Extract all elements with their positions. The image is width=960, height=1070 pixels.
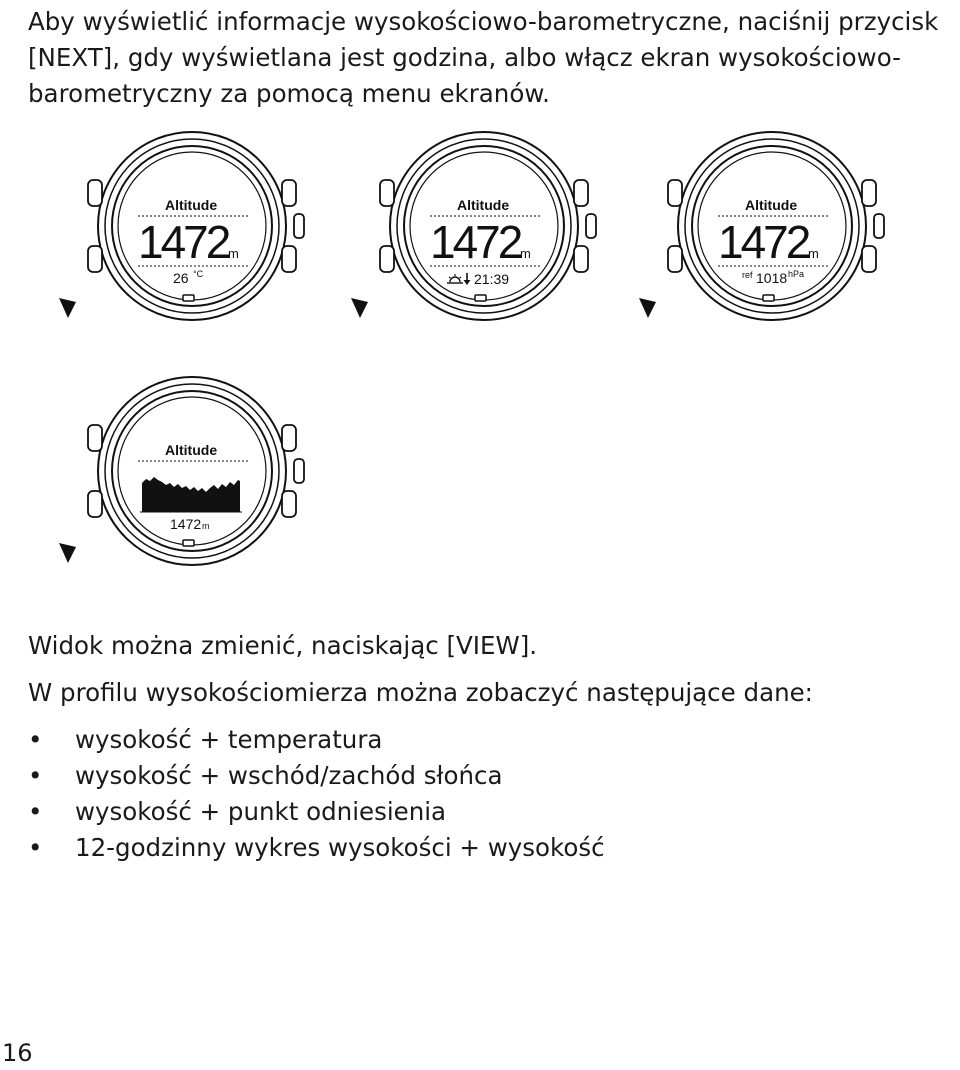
altitude-value: 1472 — [718, 216, 809, 268]
reference-pressure: 1018 — [756, 270, 788, 286]
data-list — [28, 722, 605, 866]
battery-icon — [475, 295, 486, 301]
sunset-time: 21:39 — [474, 271, 510, 287]
temperature-unit: °C — [193, 269, 204, 279]
profile-paragraph: W profilu wysokościomierza można zobaczyć następujące dane: — [28, 678, 813, 707]
next-arrow-icon — [58, 541, 78, 565]
altitude-unit: m — [808, 246, 819, 261]
graph-altitude-value: 1472 — [170, 516, 202, 532]
list-item — [28, 794, 605, 830]
list-item — [28, 758, 605, 794]
altitude-unit: m — [520, 246, 531, 261]
next-arrow-icon — [350, 296, 370, 320]
watch-title: Altitude — [457, 197, 510, 213]
battery-icon — [183, 540, 194, 546]
graph-altitude-unit: m — [202, 521, 210, 531]
battery-icon — [183, 295, 194, 301]
watch-altitude-sunset — [352, 130, 612, 330]
intro-paragraph: Aby wyświetlić informacje wysokościowo-barometryczne, naciśnij przycisk [NEXT], gdy wyświetlana jest godzina, albo włącz ekran wysokościowo-barometryczny za pomocą menu ekranów. — [28, 7, 939, 108]
next-arrow-icon — [638, 296, 658, 320]
watch-altitude-reference — [640, 130, 900, 330]
list-item-text: wysokość + punkt odniesienia — [75, 797, 447, 826]
list-item-text: 12-godzinny wykres wysokości + wysokość — [75, 833, 605, 862]
pressure-unit: hPa — [788, 269, 805, 279]
watch-title: Altitude — [165, 442, 218, 458]
altitude-unit: m — [228, 246, 239, 261]
bullet-icon: • — [28, 761, 43, 790]
bullet-icon: • — [28, 797, 43, 826]
watch-title: Altitude — [745, 197, 798, 213]
altitude-value: 1472 — [138, 216, 229, 268]
page-number: 16 — [2, 1039, 33, 1067]
temperature-value: 26 — [173, 270, 189, 286]
bullet-icon: • — [28, 725, 43, 754]
list-item-text: wysokość + temperatura — [75, 725, 383, 754]
list-item — [28, 722, 605, 758]
list-item-text: wysokość + wschód/zachód słońca — [75, 761, 503, 790]
list-item — [28, 830, 605, 866]
altitude-value: 1472 — [430, 216, 521, 268]
watch-title: Altitude — [165, 197, 218, 213]
battery-icon — [763, 295, 774, 301]
watch-altitude-temperature — [60, 130, 320, 330]
next-arrow-icon — [58, 296, 78, 320]
view-paragraph: Widok można zmienić, naciskając [VIEW]. — [28, 631, 538, 660]
watch-altitude-graph — [60, 375, 320, 575]
bullet-icon: • — [28, 833, 43, 862]
watch-case — [88, 377, 304, 565]
reference-prefix: ref — [742, 270, 753, 280]
